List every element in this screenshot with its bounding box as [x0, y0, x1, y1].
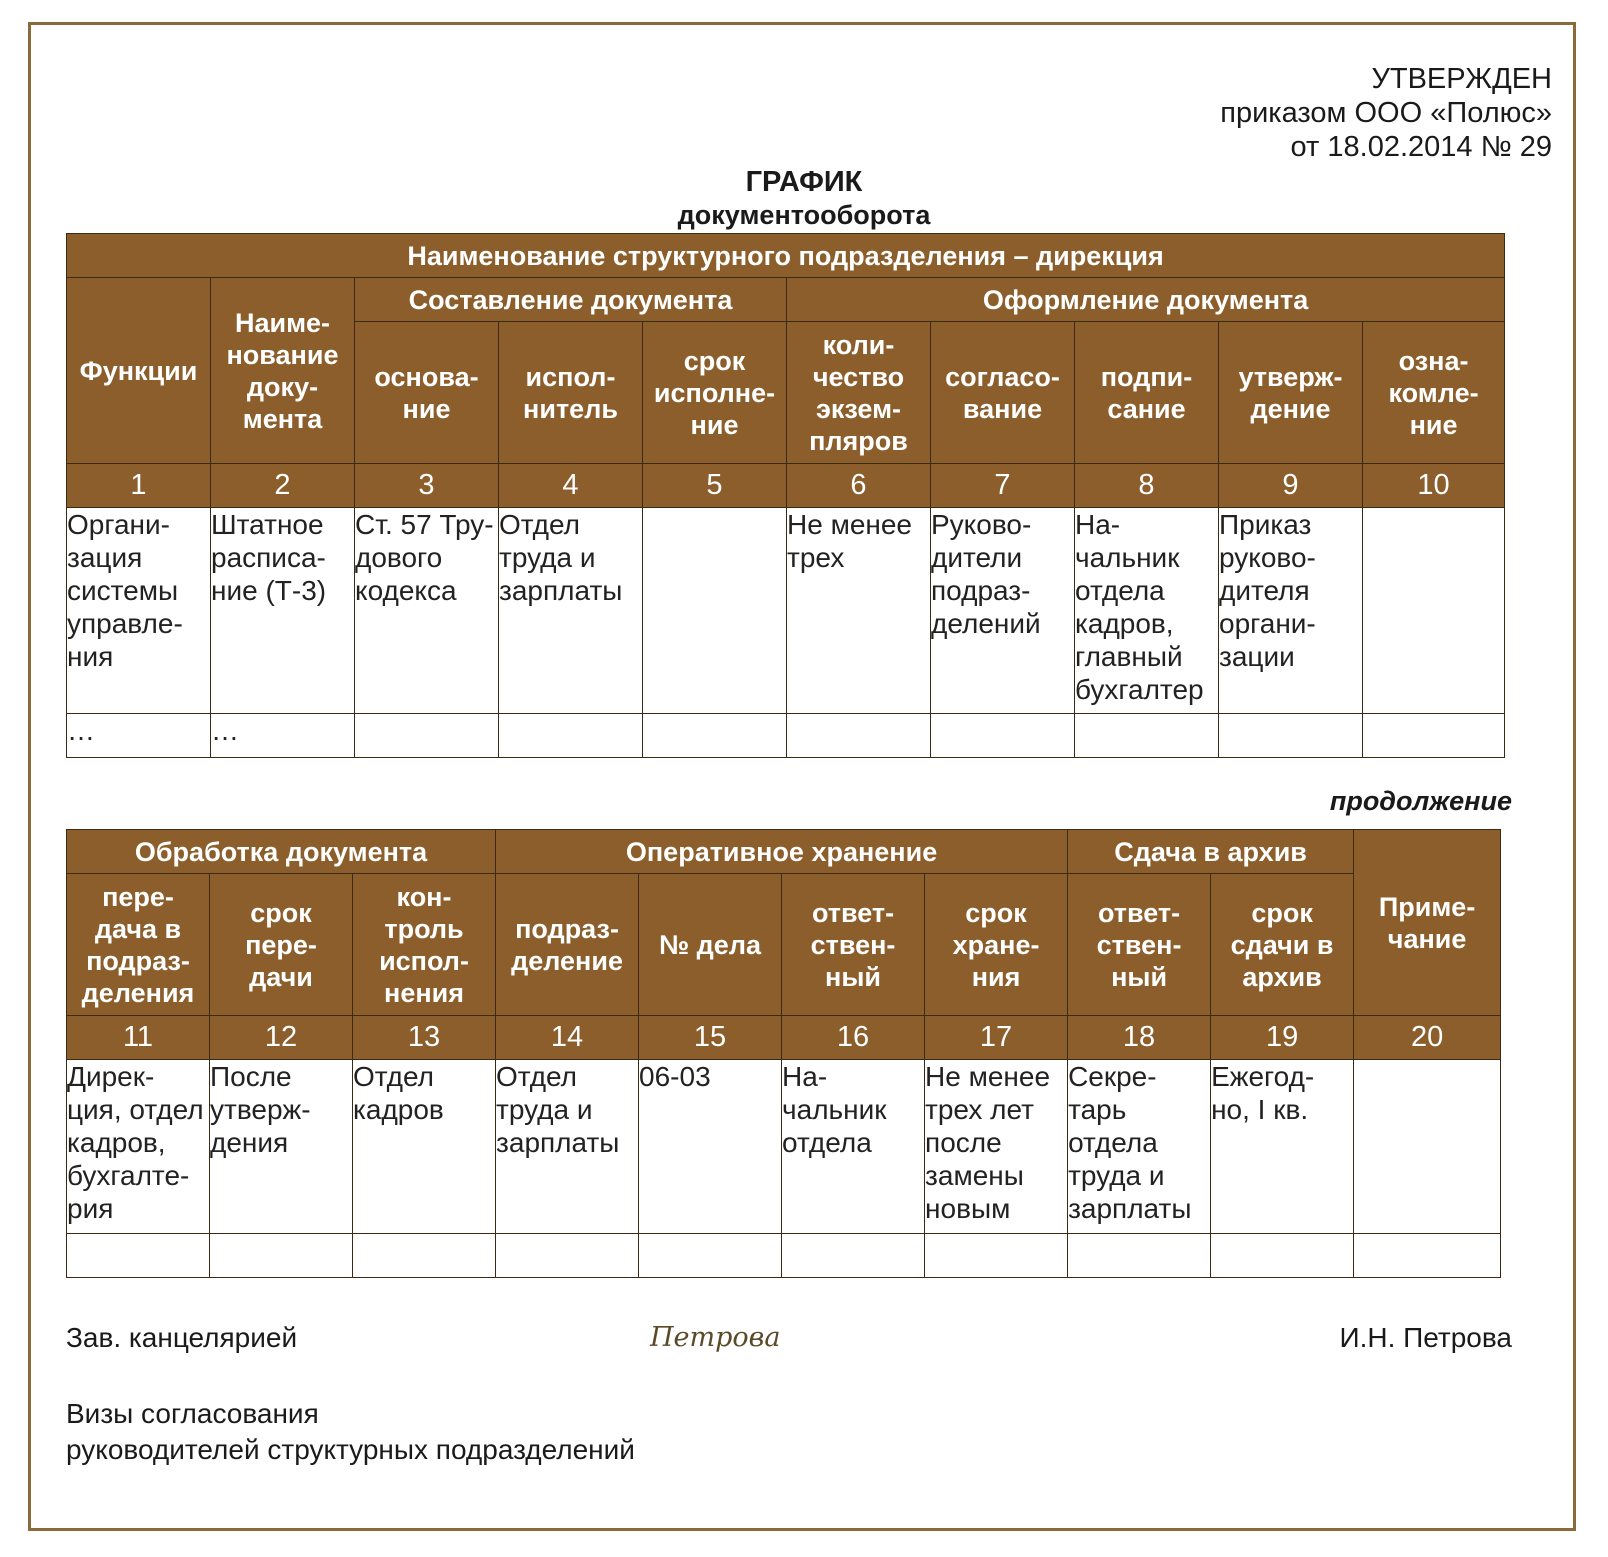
table-cell: Секре- тарь отдела труда и зарплаты — [1068, 1060, 1211, 1234]
col-archive-responsible-header: ответ- ствен- ный — [1068, 874, 1211, 1016]
table-cell — [925, 1234, 1068, 1278]
table-cell — [1219, 714, 1363, 758]
col-doc-name-header: Наиме- нование доку- мента — [211, 278, 355, 464]
column-number: 12 — [210, 1016, 353, 1060]
column-number: 13 — [353, 1016, 496, 1060]
table-cell — [496, 1234, 639, 1278]
table-cell — [1211, 1234, 1354, 1278]
column-number: 6 — [787, 464, 931, 508]
column-number: 14 — [496, 1016, 639, 1060]
document-subtitle: документооборота — [677, 200, 931, 230]
col-storage-period-header: срок хране- ния — [925, 874, 1068, 1016]
col-approval-header: утверж- дение — [1219, 322, 1363, 464]
signer-name: И.Н. Петрова — [1339, 1322, 1512, 1353]
col-copies-header: коли- чество экзем- пляров — [787, 322, 931, 464]
column-number: 1 — [67, 464, 211, 508]
col-familiarization-header: озна- комле- ние — [1363, 322, 1505, 464]
col-control-header: кон- троль испол- нения — [353, 874, 496, 1016]
table-cell — [499, 714, 643, 758]
col-case-number-header: № дела — [639, 874, 782, 1016]
table-cell: Руково- дители подраз- делений — [931, 508, 1075, 714]
visas-line-1: Визы согласования — [66, 1398, 319, 1429]
table-cell — [1354, 1060, 1501, 1234]
table-cell — [355, 714, 499, 758]
approval-stamp — [1220, 62, 1552, 164]
column-number: 19 — [1211, 1016, 1354, 1060]
table-cell: Штатное расписа- ние (Т-3) — [211, 508, 355, 714]
column-number: 15 — [639, 1016, 782, 1060]
table-cell — [210, 1234, 353, 1278]
table-cell — [931, 714, 1075, 758]
col-division-header: подраз- деление — [496, 874, 639, 1016]
table-cell — [1363, 714, 1505, 758]
column-number: 4 — [499, 464, 643, 508]
table-cell: Приказ руково- дителя органи- зации — [1219, 508, 1363, 714]
table-cell: Дирек- ция, отдел кадров, бухгалте- рия — [67, 1060, 210, 1234]
table-cell: После утверж- дения — [210, 1060, 353, 1234]
table-cell — [639, 1234, 782, 1278]
group-compose-header: Составление документа — [355, 278, 787, 322]
handwritten-signature: Петрова — [650, 1322, 781, 1353]
table-cell: На- чальник отдела кадров, главный бухгалтер — [1075, 508, 1219, 714]
group-archive-header: Сдача в архив — [1068, 830, 1354, 874]
col-functions-header: Функции — [67, 278, 211, 464]
table-cell — [787, 714, 931, 758]
col-responsible-header: ответ- ствен- ный — [782, 874, 925, 1016]
table-cell — [1075, 714, 1219, 758]
schedule-table-part-1 — [66, 233, 1505, 758]
column-number: 2 — [211, 464, 355, 508]
table-cell — [67, 1234, 210, 1278]
column-number: 16 — [782, 1016, 925, 1060]
approval-line-3: от 18.02.2014 № 29 — [1290, 131, 1552, 163]
table-cell: Ст. 57 Тру- дового кодекса — [355, 508, 499, 714]
col-basis-header: основа- ние — [355, 322, 499, 464]
col-executor-header: испол- нитель — [499, 322, 643, 464]
department-header: Наименование структурного подразделения – дирекция — [67, 234, 1505, 278]
approval-line-1: УТВЕРЖДЕН — [1371, 63, 1552, 95]
column-number: 3 — [355, 464, 499, 508]
column-numbers-row — [67, 464, 1505, 508]
column-number: 10 — [1363, 464, 1505, 508]
table-cell: Отдел труда и зарплаты — [496, 1060, 639, 1234]
table-cell: Ежегод- но, I кв. — [1211, 1060, 1354, 1234]
schedule-table-part-2 — [66, 829, 1501, 1278]
column-number: 17 — [925, 1016, 1068, 1060]
col-archive-deadline-header: срок сдачи в архив — [1211, 874, 1354, 1016]
table-row — [67, 508, 1505, 714]
signer-role: Зав. канцелярией — [66, 1322, 298, 1353]
table-cell: … — [211, 714, 355, 758]
col-transfer-header: пере- дача в подраз- деления — [67, 874, 210, 1016]
table-cell: 06-03 — [639, 1060, 782, 1234]
table-cell: Отдел труда и зарплаты — [499, 508, 643, 714]
table-cell — [1354, 1234, 1501, 1278]
table-cell — [782, 1234, 925, 1278]
column-number: 18 — [1068, 1016, 1211, 1060]
column-number: 20 — [1354, 1016, 1501, 1060]
table-cell: … — [67, 714, 211, 758]
approval-visas — [66, 1396, 635, 1468]
visas-line-2: руководителей структурных подразделений — [66, 1434, 635, 1465]
group-format-header: Оформление документа — [787, 278, 1505, 322]
col-deadline-header: срок исполне- ние — [643, 322, 787, 464]
table-cell — [643, 508, 787, 714]
column-numbers-row — [67, 1016, 1501, 1060]
document-title: ГРАФИК — [745, 166, 863, 198]
column-number: 5 — [643, 464, 787, 508]
continuation-label: продолжение — [1329, 786, 1512, 816]
table-cell — [1068, 1234, 1211, 1278]
table-cell — [1363, 508, 1505, 714]
col-transfer-deadline-header: срок пере- дачи — [210, 874, 353, 1016]
table-cell: Не менее трех лет после замены новым — [925, 1060, 1068, 1234]
column-number: 8 — [1075, 464, 1219, 508]
table-cell: На- чальник отдела — [782, 1060, 925, 1234]
group-storage-header: Оперативное хранение — [496, 830, 1068, 874]
group-processing-header: Обработка документа — [67, 830, 496, 874]
col-note-header: Приме- чание — [1354, 830, 1501, 1016]
col-signing-header: подпи- сание — [1075, 322, 1219, 464]
column-number: 9 — [1219, 464, 1363, 508]
table-cell — [643, 714, 787, 758]
table-cell: Отдел кадров — [353, 1060, 496, 1234]
table-row — [67, 1234, 1501, 1278]
table-cell: Не менее трех — [787, 508, 931, 714]
column-number: 11 — [67, 1016, 210, 1060]
table-row — [67, 714, 1505, 758]
approval-line-2: приказом ООО «Полюс» — [1220, 97, 1552, 129]
column-number: 7 — [931, 464, 1075, 508]
table-cell — [353, 1234, 496, 1278]
table-row — [67, 1060, 1501, 1234]
col-agreement-header: согласо- вание — [931, 322, 1075, 464]
table-cell: Органи- зация системы управле- ния — [67, 508, 211, 714]
